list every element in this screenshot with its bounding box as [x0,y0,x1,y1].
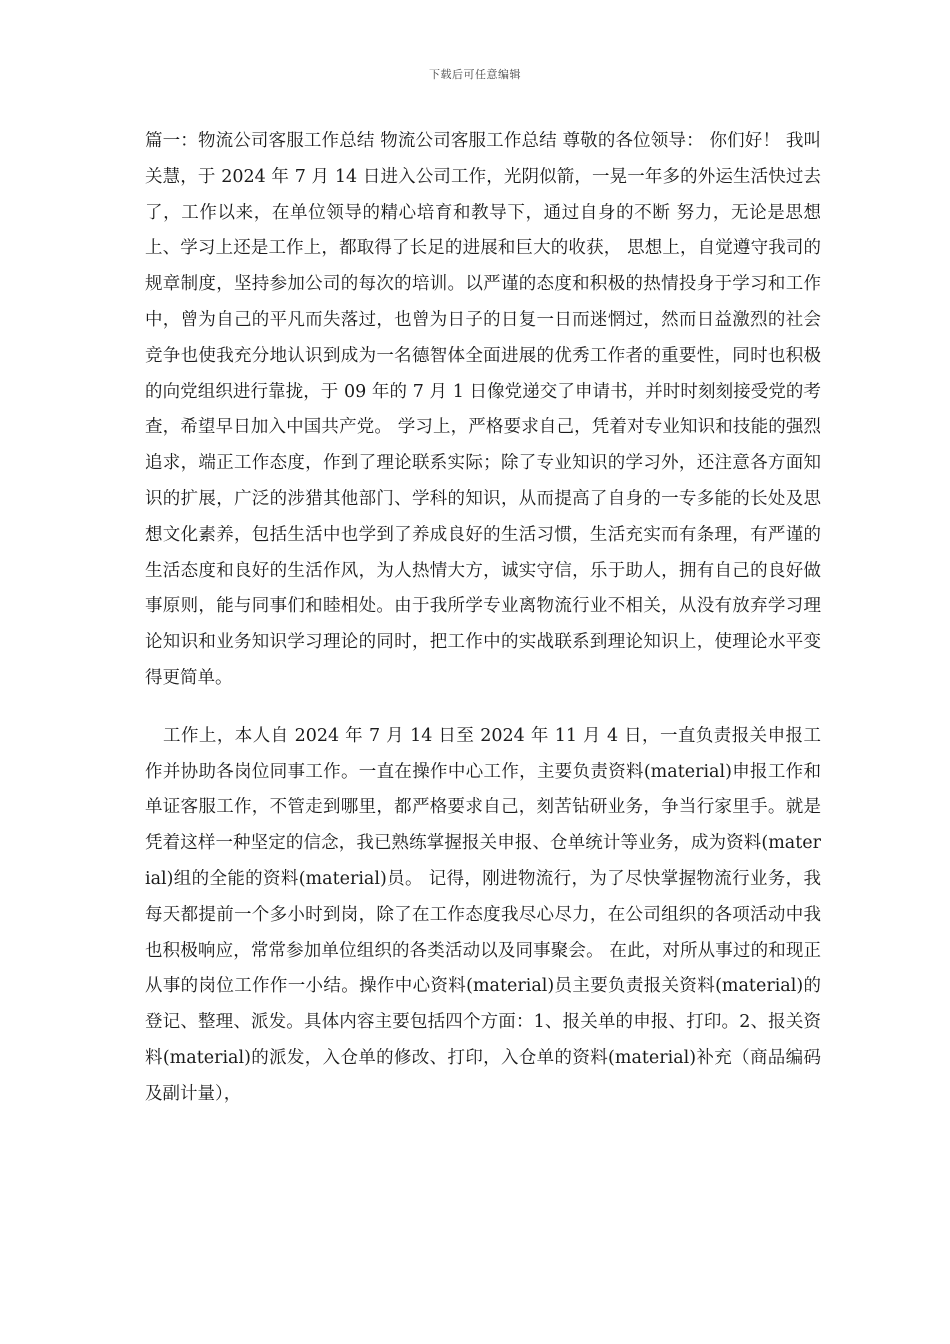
paragraph-2: 工作上，本人自 2024 年 7 月 14 日至 2024 年 11 月 4 日，一直负责报关申报工作并协助各岗位同事工作。一直在操作中心工作，主要负责资料(material)申报工作和单证客服工作，不管走到哪里，都严格要求自己，刻苦钻研业务，争当行家里手。就是凭着这样一种坚定的信念，我已熟练掌握报关申报、仓单统计等业务，成为资料(material)组的全能的资料(material)员。 记得，刚进物流行，为了尽快掌握物流行业务，我每天都提前一个多小时到岗，除了在工作态度我尽心尽力，在公司组织的各项活动中我也积极响应，常常参加单位组织的各类活动以及同事聚会。 在此，对所从事过的和现正从事的岗位工作作一小结。操作中心资料(material)员主要负责报关资料(material)的登记、整理、派发。具体内容主要包括四个方面：1、报关单的申报、打印。2、报关资料(material)的派发，入仓单的修改、打印，入仓单的资料(material)补充（商品编码及副计量）， [145,725,821,1104]
paragraph-1: 篇一：物流公司客服工作总结 物流公司客服工作总结 尊敬的各位领导： 你们好！ 我叫关慧，于 2024 年 7 月 14 日进入公司工作，光阴似箭，一晃一年多的外运生活快过去了，工作以来，在单位领导的精心培育和教导下，通过自身的不断 努力，无论是思想上、学习上还是工作上，都取得了长足的进展和巨大的收获， 思想上，自觉遵守我司的规章制度，坚持参加公司的每次的培训。以严谨的态度和积极的热情投身于学习和工作中，曾为自己的平凡而失落过，也曾为日子的日复一日而迷惘过，然而日益激烈的社会竞争也使我充分地认识到成为一名德智体全面进展的优秀工作者的重要性，同时也积极的向党组织进行靠拢，于 09 年的 7 月 1 日像党递交了申请书，并时时刻刻接受党的考查，希望早日加入中国共产党。 学习上，严格要求自己，凭着对专业知识和技能的强烈追求，端正工作态度，作到了理论联系实际；除了专业知识的学习外，还注意各方面知识的扩展，广泛的涉猎其他部门、学科的知识，从而提高了自身的一专多能的长处及思想文化素养，包括生活中也学到了养成良好的生活习惯，生活充实而有条理，有严谨的生活态度和良好的生活作风，为人热情大方，诚实守信，乐于助人，拥有自己的良好做事原则，能与同事们和睦相处。由于我所学专业离物流行业不相关，从没有放弃学习理论知识和业务知识学习理论的同时，把工作中的实战联系到理论知识上，使理论水平变得更简单。 [145,131,821,688]
document-body [145,124,821,1113]
page-header: 下载后可任意编辑 [429,68,521,81]
